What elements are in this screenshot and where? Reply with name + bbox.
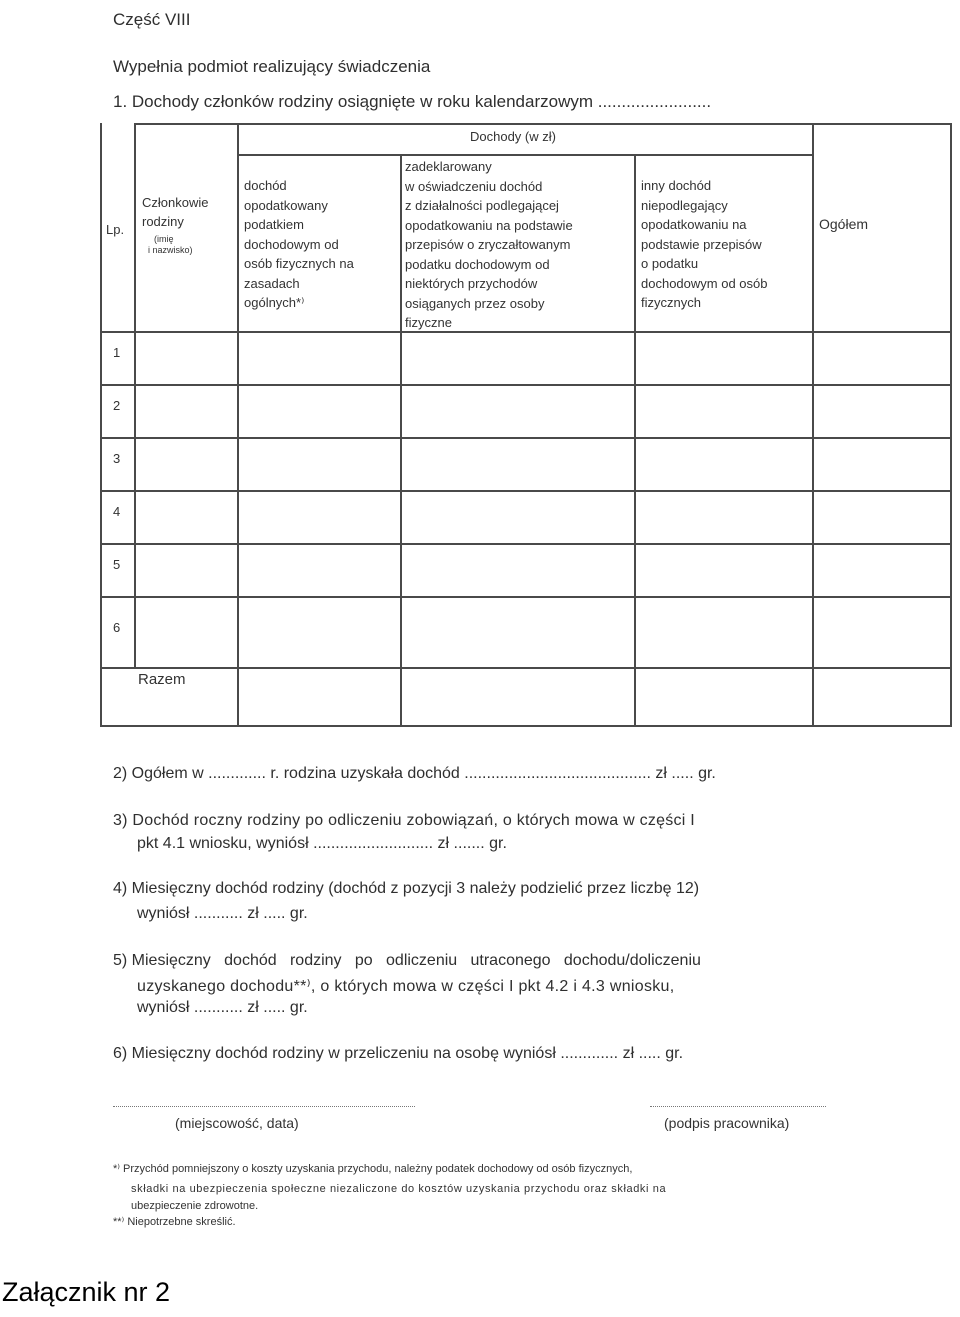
table-border-bottom — [100, 725, 952, 727]
paragraph-4-line-2: wyniósł ........... zł ..... gr. — [137, 905, 308, 922]
row-line — [100, 437, 952, 439]
paragraph-5-line-1: 5) Miesięczny dochód rodziny po odliczeniu utraconego dochodu/doliczeniu — [113, 952, 701, 969]
paragraph-3-line-1: 3) Dochód roczny rodziny po odliczeniu zobowiązań, o których mowa w części I — [113, 812, 695, 829]
table-border-top — [134, 123, 952, 125]
col-lp: Lp. — [106, 222, 125, 237]
row-line — [100, 490, 952, 492]
total-row-label: Razem — [138, 671, 186, 688]
row-number: 6 — [113, 620, 121, 635]
signature-line — [650, 1106, 826, 1107]
attachment-caption: Załącznik nr 2 — [2, 1277, 171, 1307]
footnote-1-line-2: składki na ubezpieczenia społeczne niezaliczone do kosztów uzyskania przychodu oraz składki na — [131, 1183, 667, 1195]
paragraph-4-line-1: 4) Miesięczny dochód rodziny (dochód z pozycji 3 należy podzielić przez liczbę 12) — [113, 880, 700, 897]
table-border-left — [100, 123, 102, 727]
row-number: 3 — [113, 451, 121, 466]
paragraph-6: 6) Miesięczny dochód rodziny w przeliczeniu na osobę wyniósł ............. zł ..... gr. — [113, 1045, 684, 1062]
fill-note: Wypełnia podmiot realizujący świadczenia — [113, 57, 431, 76]
col-members: Członkowie rodziny — [142, 195, 209, 229]
paragraph-3-line-2: pkt 4.1 wniosku, wyniósł ........................... zł ....... gr. — [137, 835, 507, 852]
row-line — [100, 596, 952, 598]
table-border-right — [950, 123, 952, 727]
paragraph-5-line-2: uzyskanego dochodu**⁾, o których mowa w części I pkt 4.2 i 4.3 wniosku, — [137, 978, 675, 995]
income-header: Dochody (w zł) — [470, 129, 556, 144]
paragraph-5-line-3: wyniósł ........... zł ..... gr. — [137, 999, 308, 1016]
col-total: Ogółem — [819, 216, 869, 232]
place-date-line — [113, 1106, 415, 1107]
row-number: 2 — [113, 398, 121, 413]
footnote-2: **⁾ Niepotrzebne skreślić. — [113, 1216, 236, 1228]
footnote-1-line-1: *⁾ Przychód pomniejszony o koszty uzyskania przychodu, należny podatek dochodowy od osób fizycznych, — [113, 1163, 633, 1175]
section-1-title: 1. Dochody członków rodziny osiągnięte w roku kalendarzowym ........................ — [113, 92, 712, 111]
row-line — [100, 543, 952, 545]
part-title: Część VIII — [113, 10, 191, 29]
income-header-line — [237, 154, 814, 156]
col-income-other: inny dochód niepodlegający opodatkowaniu na podstawie przepisów o podatku dochodowym od osób fizycznych — [641, 178, 768, 310]
col-members-sub: (imię i nazwisko) — [148, 234, 193, 255]
col-line — [812, 123, 814, 727]
col-line — [134, 123, 136, 667]
income-table — [100, 123, 952, 727]
row-number: 4 — [113, 504, 121, 519]
row-number: 5 — [113, 557, 121, 572]
row-line — [100, 667, 952, 669]
col-line — [237, 123, 239, 727]
col-income-general: dochód opodatkowany podatkiem dochodowym od osób fizycznych na zasadach ogólnych*⁾ — [244, 178, 354, 310]
row-number: 1 — [113, 345, 121, 360]
col-line — [400, 154, 402, 727]
col-line — [634, 154, 636, 727]
row-line — [100, 384, 952, 386]
paragraph-2: 2) Ogółem w ............. r. rodzina uzyskała dochód .......................................... zł ..... gr. — [113, 765, 716, 782]
col-income-flat-rate: zadeklarowany w oświadczeniu dochód z działalności podlegającej opodatkowaniu na podstawie przepisów o zryczałtowanym podatku dochodowym od niektórych przychodów osiąganych przez osoby fizyczne — [405, 159, 573, 330]
footnote-1-line-3: ubezpieczenie zdrowotne. — [131, 1200, 259, 1212]
place-date-label: (miejscowość, data) — [175, 1115, 299, 1131]
employee-signature-label: (podpis pracownika) — [664, 1115, 790, 1131]
